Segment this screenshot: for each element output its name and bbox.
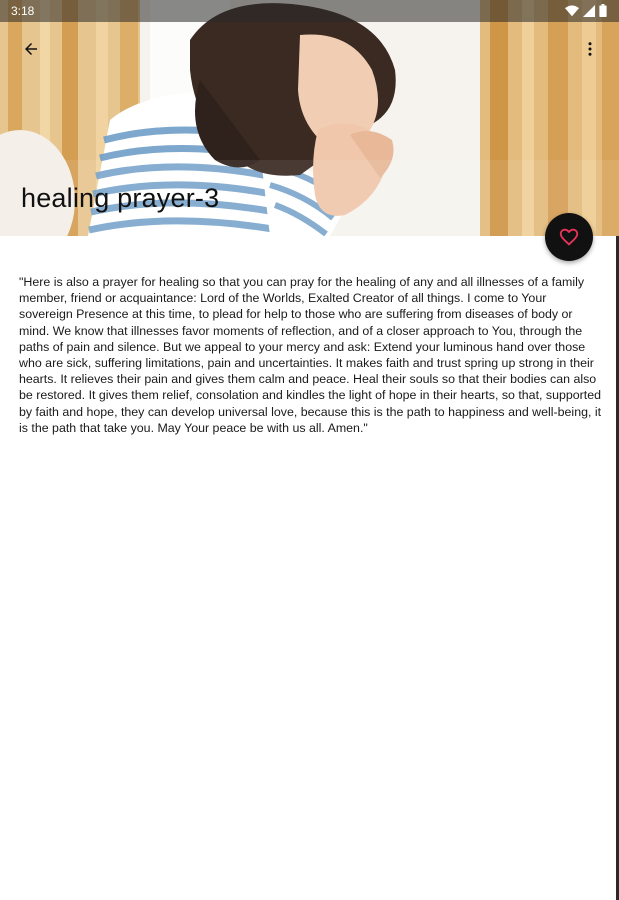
back-button[interactable] <box>16 34 46 64</box>
status-time: 3:18 <box>11 4 35 18</box>
header-image <box>0 0 619 236</box>
battery-icon <box>599 4 607 17</box>
wifi-icon <box>565 5 579 17</box>
favorite-button[interactable] <box>545 213 593 261</box>
arrow-back-icon <box>22 40 40 58</box>
signal-icon <box>583 5 595 17</box>
heart-outline-icon <box>558 226 580 248</box>
more-vert-icon <box>581 40 599 58</box>
more-options-button[interactable] <box>575 34 605 64</box>
status-bar <box>0 0 619 22</box>
page-title: healing prayer-3 <box>21 183 220 213</box>
status-icons <box>565 4 607 17</box>
prayer-text: "Here is also a prayer for healing so that you can pray for the healing of any and all illnesses of a family member, friend or acquaintance: Lord of the Worlds, Exalted Creator of all things. I come to Your sovereign Presence at this time, to plead for help to those who are suffering from diseases of body or mind. We know that illnesses favor moments of reflection, and of a closer approach to You, through the paths of pain and silence. But we appeal to your mercy and ask: Extend your luminous hand over those who are sick, suffering limitations, pain and uncertainties. It makes faith and trust spring up strong in their hearts. It relieves their pain and gives them calm and peace. Heal their souls so that their bodies can also be restored. It gives them relief, consolation and kindles the light of hope in their hearts, so that, supported by faith and hope, they can develop universal love, because this is the path to happiness and well-being, it is the path that take you. May Your peace be with us all. Amen." <box>19 275 602 435</box>
